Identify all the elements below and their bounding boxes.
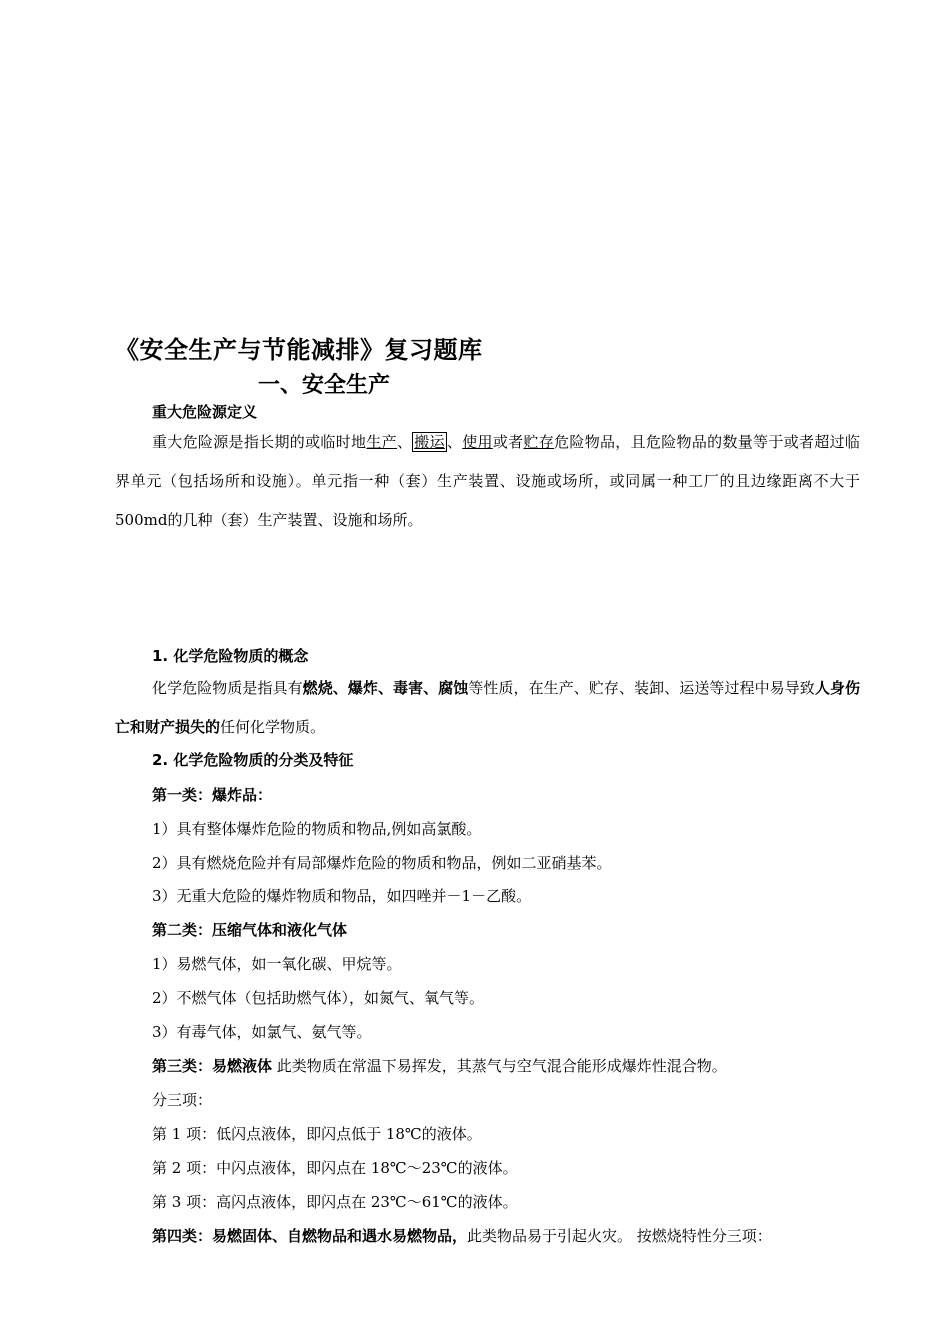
class3-line — [152, 1055, 727, 1076]
class2-item: 2）不燃气体（包括助燃气体），如氮气、氧气等。 — [152, 989, 485, 1007]
underlined-word: 贮存 — [523, 433, 555, 451]
major-hazard-heading: 重大危险源定义 — [152, 403, 258, 421]
class4-desc: 此类物品易于引起火灾。 按燃烧特性分三项： — [467, 1227, 772, 1245]
section-heading: 一、安全生产 — [258, 373, 391, 398]
class2-label: 第二类：压缩气体和液化气体 — [152, 921, 348, 939]
bold-text: 燃烧、爆炸、毒害、腐蚀 — [302, 679, 469, 697]
separator: 、 — [446, 433, 463, 451]
document-title: 《安全生产与节能减排》复习题库 — [115, 336, 483, 364]
classification-heading: 2. 化学危险物质的分类及特征 — [152, 751, 354, 769]
class1-item: 2）具有燃烧危险并有局部爆炸危险的物质和物品，例如二亚硝基苯。 — [152, 854, 612, 872]
separator: 、 — [396, 433, 413, 451]
class4-label: 第四类：易燃固体、自燃物品和遇水易燃物品， — [152, 1227, 468, 1245]
underlined-word: 使用 — [462, 433, 493, 451]
concept-heading: 1. 化学危险物质的概念 — [152, 647, 309, 665]
class3-label: 第三类：易燃液体 — [152, 1057, 273, 1075]
class1-item: 1）具有整体爆炸危险的物质和物品,例如高氯酸。 — [152, 820, 482, 838]
para-text: 等性质，在生产、贮存、装卸、运送等过程中易导致 — [468, 679, 815, 697]
class3-sub-intro: 分三项： — [152, 1091, 213, 1109]
class1-item: 3）无重大危险的爆炸物质和物品，如四唑并－1－乙酸。 — [152, 887, 532, 905]
boxed-underlined-word: 搬运 — [414, 433, 445, 451]
para-text: 任何化学物质。 — [220, 718, 326, 736]
class2-item: 1）易燃气体，如一氧化碳、甲烷等。 — [152, 955, 402, 973]
concept-paragraph — [115, 669, 860, 747]
bold-text: 人身伤亡和财产损失的 — [115, 679, 860, 736]
para-text: 重大危险源是指长期的或临时地 — [152, 433, 367, 451]
para-text: 或者 — [492, 433, 524, 451]
class4-line — [152, 1225, 772, 1246]
class2-item: 3）有毒气体，如氯气、氨气等。 — [152, 1023, 372, 1041]
major-hazard-paragraph — [115, 423, 860, 540]
para-text: 危险物品，且危险物品的数量等于或者超过临界单元（包括场所和设施）。单元指一种（套）生产装置、设施或场所，或同属一种工厂的且边缘距离不大于500md的几种（套）生产装置、设施和场所。 — [115, 433, 860, 529]
underlined-word: 生产 — [366, 433, 397, 451]
para-text: 化学危险物质是指具有 — [152, 679, 303, 697]
class3-item: 第 1 项：低闪点液体，即闪点低于 18℃的液体。 — [152, 1125, 482, 1143]
class1-label: 第一类：爆炸品： — [152, 786, 273, 804]
class3-item: 第 2 项：中闪点液体，即闪点在 18℃～23℃的液体。 — [152, 1159, 518, 1177]
class3-desc: 此类物质在常温下易挥发，其蒸气与空气混合能形成爆炸性混合物。 — [272, 1057, 727, 1075]
class3-item: 第 3 项：高闪点液体，即闪点在 23℃～61℃的液体。 — [152, 1193, 518, 1211]
